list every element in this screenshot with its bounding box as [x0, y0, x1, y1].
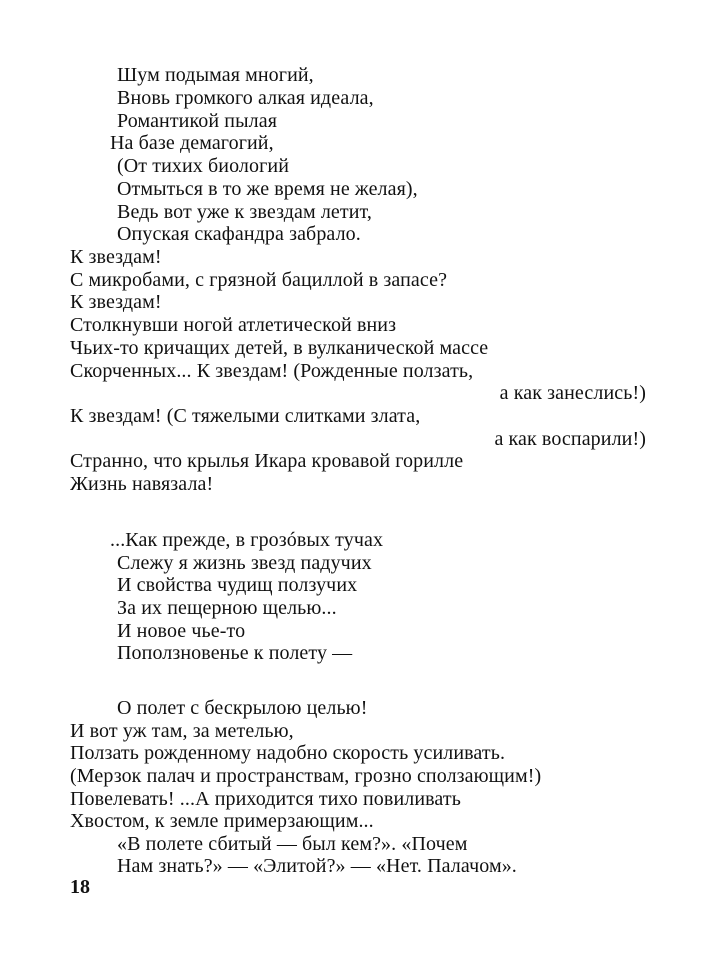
- poem-line: Отмыться в то же время не желая),: [117, 178, 418, 200]
- poem-line: Чьих-то кричащих детей, в вулканической массе: [70, 337, 489, 359]
- poem-line: (От тихих биологий: [117, 155, 289, 177]
- poem-line: Поползновенье к полету —: [117, 642, 353, 664]
- poem-line: К звездам!: [70, 246, 162, 268]
- poem-line-continuation: а как воспарили!): [494, 428, 646, 450]
- poem-line: К звездам!: [70, 291, 162, 313]
- poem-line: Опуская скафандра забрало.: [117, 223, 361, 245]
- poem-line: Скорченных... К звездам! (Рожденные ползать,: [70, 360, 474, 382]
- poem-line: Шум подымая многий,: [117, 64, 314, 86]
- poem-line: О полет с бескрылою целью!: [117, 697, 368, 719]
- poem-line: И свойства чудищ ползучих: [117, 574, 358, 596]
- poem-line: Столкнувши ногой атлетической вниз: [70, 314, 397, 336]
- poem-line: И новое чье-то: [117, 620, 246, 642]
- poem-line: Нам знать?» — «Элитой?» — «Нет. Палачом».: [117, 855, 517, 877]
- poem-line: Повелевать! ...А приходится тихо повиливать: [70, 788, 461, 810]
- poem-line: Слежу я жизнь звезд падучих: [117, 552, 372, 574]
- poem-line: Жизнь навязала!: [70, 473, 214, 495]
- poem-line: ...Как прежде, в грозóвых тучах: [110, 529, 384, 551]
- poem-line-continuation: а как занеслись!): [499, 382, 646, 404]
- poem-line: К звездам! (С тяжелыми слитками злата,: [70, 405, 421, 427]
- poem-line: Странно, что крылья Икара кровавой горилле: [70, 450, 464, 472]
- poem-line: «В полете сбитый — был кем?». «Почем: [117, 833, 468, 855]
- page-number: 18: [70, 876, 90, 898]
- poem-line: И вот уж там, за метелью,: [70, 720, 294, 742]
- poem-line: Ведь вот уже к звездам летит,: [117, 201, 372, 223]
- poem-line: За их пещерною щелью...: [117, 597, 337, 619]
- poem-line: Вновь громкого алкая идеала,: [117, 87, 374, 109]
- poem-line: Романтикой пылая: [117, 110, 277, 132]
- poem-line: На базе демагогий,: [110, 132, 274, 154]
- poem-line: Ползать рожденному надобно скорость усиливать.: [70, 742, 506, 764]
- poem-line: Хвостом, к земле примерзающим...: [70, 810, 374, 832]
- poem-line: (Мерзок палач и пространствам, грозно сползающим!): [70, 765, 542, 787]
- poem-line: С микробами, с грязной бациллой в запасе?: [70, 269, 448, 291]
